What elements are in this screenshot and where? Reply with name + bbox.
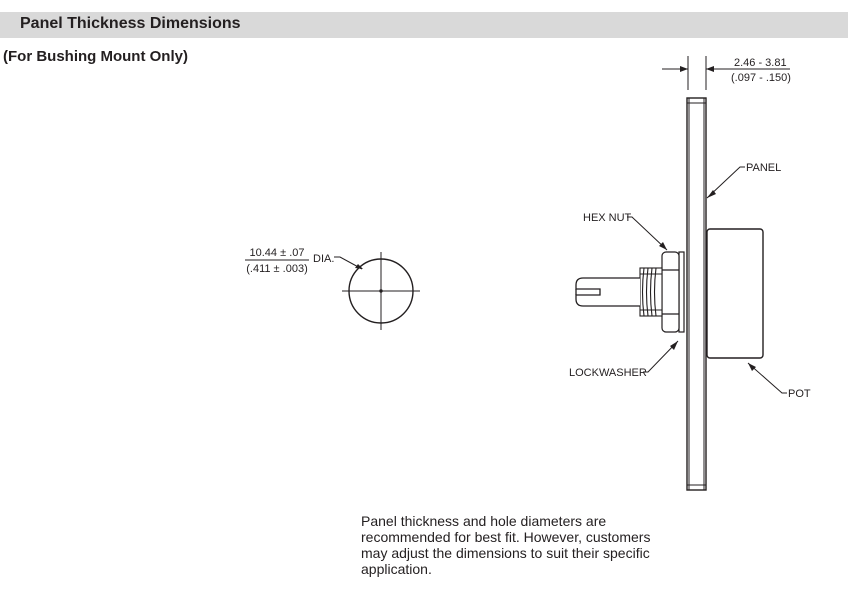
- panel-thickness-in-text: (.097 - .150): [731, 72, 791, 84]
- section-subtitle: (For Bushing Mount Only): [3, 48, 188, 65]
- fit-recommendation-note: [361, 513, 681, 577]
- note-line: may adjust the dimensions to suit their specific: [361, 545, 650, 561]
- panel-side-view: [687, 98, 706, 490]
- threaded-bushing: [640, 268, 662, 316]
- section-title: Panel Thickness Dimensions: [20, 15, 241, 32]
- note-line: application.: [361, 561, 432, 577]
- lockwasher: [679, 252, 684, 332]
- lockwasher-label: LOCKWASHER: [569, 367, 647, 379]
- hole-dia-mm-text: 10.44 ± .07: [249, 247, 305, 259]
- hex-nut: [662, 252, 679, 332]
- hole-dia-in-text: (.411 ± .003): [246, 263, 308, 275]
- panel-thickness-mm-text: 2.46 - 3.81: [734, 57, 787, 69]
- panel-hole-view: [342, 252, 420, 330]
- slotted-shaft: [576, 278, 640, 306]
- pot-body: [707, 229, 763, 358]
- note-line: Panel thickness and hole diameters are: [361, 513, 607, 529]
- note-line: recommended for best fit. However, customers: [361, 529, 651, 545]
- panel-label: PANEL: [746, 162, 782, 174]
- pot-label: POT: [788, 388, 811, 400]
- dia-label: DIA.: [313, 253, 335, 265]
- hex-nut-label: HEX NUT: [583, 212, 632, 224]
